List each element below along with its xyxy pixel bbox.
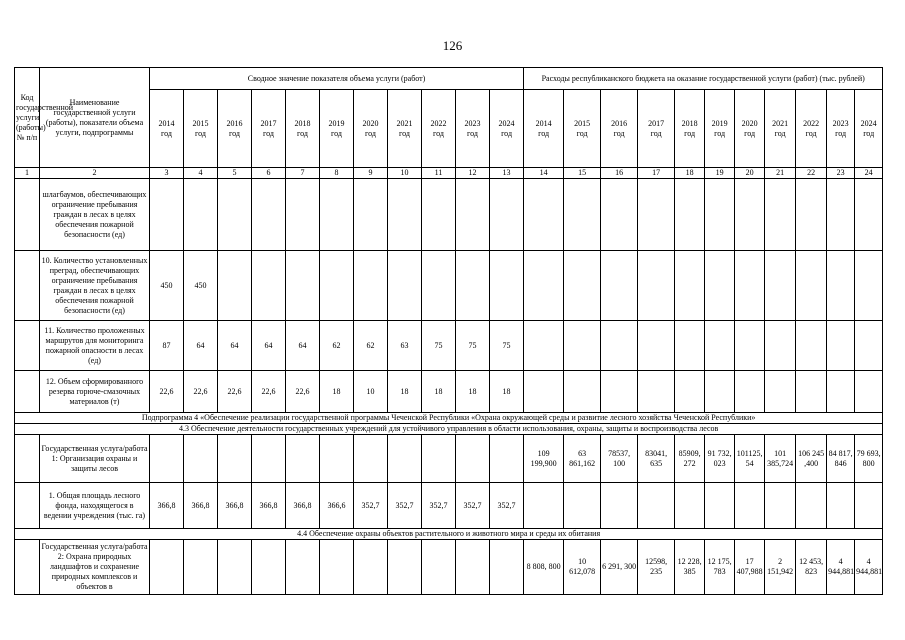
budget-value-cell: 4 944,881 xyxy=(827,540,855,595)
volume-value-cell xyxy=(388,435,422,483)
volume-value-cell xyxy=(320,435,354,483)
row-name: 11. Количество проложенных маршрутов для мониторинга пожарной опасности в лесах (ед) xyxy=(40,321,150,371)
budget-value-cell xyxy=(765,483,796,529)
column-number-cell: 20 xyxy=(735,168,765,179)
budget-value-cell: 4 944,881 xyxy=(855,540,883,595)
volume-value-cell: 366,6 xyxy=(320,483,354,529)
budget-value-cell xyxy=(735,483,765,529)
column-number-cell: 18 xyxy=(675,168,705,179)
volume-value-cell: 366,8 xyxy=(150,483,184,529)
volume-value-cell: 64 xyxy=(218,321,252,371)
year-header-cell: 2016 год xyxy=(218,90,252,168)
budget-value-cell xyxy=(524,483,564,529)
year-header-cell: 2023 год xyxy=(456,90,490,168)
volume-value-cell xyxy=(320,540,354,595)
budget-value-cell xyxy=(564,483,601,529)
volume-value-cell xyxy=(422,251,456,321)
budget-value-cell: 106 245 ,400 xyxy=(796,435,827,483)
year-header-cell: 2021 год xyxy=(388,90,422,168)
budget-value-cell: 101125, 54 xyxy=(735,435,765,483)
year-header-cell: 2014 год xyxy=(150,90,184,168)
volume-value-cell xyxy=(490,540,524,595)
budget-value-cell xyxy=(855,321,883,371)
budget-value-cell xyxy=(705,371,735,413)
column-number-cell: 8 xyxy=(320,168,354,179)
budget-value-cell: 12 228, 385 xyxy=(675,540,705,595)
column-number-cell: 10 xyxy=(388,168,422,179)
budget-value-cell xyxy=(675,371,705,413)
volume-value-cell xyxy=(490,251,524,321)
volume-value-cell: 75 xyxy=(422,321,456,371)
volume-value-cell xyxy=(286,251,320,321)
volume-value-cell: 18 xyxy=(456,371,490,413)
volume-value-cell xyxy=(490,435,524,483)
budget-value-cell xyxy=(675,251,705,321)
volume-value-cell xyxy=(286,540,320,595)
year-header-cell: 2024 год xyxy=(855,90,883,168)
column-number-cell: 2 xyxy=(40,168,150,179)
budget-value-cell xyxy=(638,371,675,413)
budget-value-cell xyxy=(564,321,601,371)
column-number-cell: 22 xyxy=(796,168,827,179)
header-volume-group: Сводное значение показателя объема услуги (работ) xyxy=(150,68,524,90)
volume-value-cell: 22,6 xyxy=(184,371,218,413)
year-header-cell: 2019 год xyxy=(705,90,735,168)
volume-value-cell xyxy=(320,251,354,321)
year-header-cell: 2022 год xyxy=(422,90,456,168)
budget-value-cell: 84 817, 846 xyxy=(827,435,855,483)
volume-value-cell: 63 xyxy=(388,321,422,371)
year-header-cell: 2020 год xyxy=(354,90,388,168)
volume-value-cell xyxy=(388,251,422,321)
column-number-row xyxy=(15,168,883,179)
budget-value-cell xyxy=(765,371,796,413)
volume-value-cell: 22,6 xyxy=(286,371,320,413)
section-title: 4.4 Обеспечение охраны объектов растительного и животного мира и среды их обитания xyxy=(15,529,883,540)
volume-value-cell xyxy=(456,251,490,321)
volume-value-cell: 22,6 xyxy=(218,371,252,413)
row-name: 10. Количество установленных преград, обеспечивающих ограничение пребывания граждан в лесах в целях обеспечения пожарной безопасности (ед) xyxy=(40,251,150,321)
volume-value-cell: 75 xyxy=(490,321,524,371)
volume-value-cell xyxy=(422,435,456,483)
budget-value-cell xyxy=(855,483,883,529)
volume-value-cell xyxy=(422,540,456,595)
row-name: 12. Объем сформированного резерва горюче-смазочных материалов (т) xyxy=(40,371,150,413)
volume-value-cell: 62 xyxy=(354,321,388,371)
volume-value-cell: 352,7 xyxy=(388,483,422,529)
budget-value-cell xyxy=(601,321,638,371)
column-number-cell: 16 xyxy=(601,168,638,179)
column-number-cell: 21 xyxy=(765,168,796,179)
budget-value-cell xyxy=(524,251,564,321)
volume-value-cell: 450 xyxy=(150,251,184,321)
budget-value-cell: 63 861,162 xyxy=(564,435,601,483)
budget-value-cell xyxy=(735,321,765,371)
budget-value-cell: 2 151,942 xyxy=(765,540,796,595)
volume-value-cell: 18 xyxy=(490,371,524,413)
year-header-cell: 2018 год xyxy=(675,90,705,168)
budget-value-cell xyxy=(827,371,855,413)
budget-value-cell xyxy=(638,321,675,371)
year-header-cell: 2016 год xyxy=(601,90,638,168)
subprogram-title: Подпрограмма 4 «Обеспечение реализации государственной программы Чеченской Республики «Охрана окружающей среды и развитие лесного хозяйства Чеченской Республики» xyxy=(15,413,883,424)
budget-value-cell: 109 199,900 xyxy=(524,435,564,483)
year-header-cell: 2017 год xyxy=(252,90,286,168)
volume-value-cell xyxy=(252,251,286,321)
volume-value-cell: 18 xyxy=(388,371,422,413)
budget-value-cell: 85909, 272 xyxy=(675,435,705,483)
budget-value-cell xyxy=(735,371,765,413)
volume-value-cell xyxy=(354,251,388,321)
table-row xyxy=(15,179,883,251)
volume-value-cell: 64 xyxy=(286,321,320,371)
budget-value-cell: 6 291, 300 xyxy=(601,540,638,595)
year-header-cell: 2020 год xyxy=(735,90,765,168)
budget-value-cell xyxy=(827,483,855,529)
budget-value-cell xyxy=(524,321,564,371)
volume-value-cell: 352,7 xyxy=(456,483,490,529)
budget-value-cell xyxy=(564,371,601,413)
header-code: Код государственной услуги (работы) № п/п xyxy=(15,68,40,168)
budget-value-cell xyxy=(705,483,735,529)
volume-value-cell: 75 xyxy=(456,321,490,371)
budget-value-cell xyxy=(855,251,883,321)
budget-value-cell xyxy=(827,251,855,321)
volume-value-cell xyxy=(388,540,422,595)
volume-value-cell: 87 xyxy=(150,321,184,371)
budget-value-cell: 101 385,724 xyxy=(765,435,796,483)
budget-value-cell xyxy=(735,251,765,321)
volume-value-cell xyxy=(286,435,320,483)
budget-value-cell: 83041, 635 xyxy=(638,435,675,483)
budget-value-cell: 12598, 235 xyxy=(638,540,675,595)
table-row xyxy=(15,540,883,595)
volume-value-cell: 22,6 xyxy=(252,371,286,413)
volume-value-cell: 366,8 xyxy=(286,483,320,529)
row-name: шлагбаумов, обеспечивающих ограничение пребывания граждан в лесах в целях обеспечения пожарной безопасности (ед) xyxy=(40,179,150,251)
budget-value-cell xyxy=(638,483,675,529)
year-header-cell: 2015 год xyxy=(564,90,601,168)
volume-value-cell: 366,8 xyxy=(184,483,218,529)
table-row xyxy=(15,424,883,435)
budget-value-cell xyxy=(675,483,705,529)
budget-value-cell: 79 693, 800 xyxy=(855,435,883,483)
budget-value-cell xyxy=(705,251,735,321)
budget-value-cell: 91 732, 023 xyxy=(705,435,735,483)
section-title: 4.3 Обеспечение деятельности государственных учреждений для устойчивого управления в области использования, охраны, защиты и воспроизводства лесов xyxy=(15,424,883,435)
budget-value-cell xyxy=(705,321,735,371)
column-number-cell: 13 xyxy=(490,168,524,179)
volume-value-cell: 22,6 xyxy=(150,371,184,413)
year-header-cell: 2017 год xyxy=(638,90,675,168)
volume-value-cell xyxy=(150,435,184,483)
volume-value-cell xyxy=(456,435,490,483)
budget-value-cell xyxy=(638,251,675,321)
row-name: Государственная услуга/работа 1: Организация охраны и защиты лесов xyxy=(40,435,150,483)
volume-value-cell: 366,8 xyxy=(218,483,252,529)
column-number-cell: 6 xyxy=(252,168,286,179)
budget-value-cell: 78537, 100 xyxy=(601,435,638,483)
column-number-cell: 9 xyxy=(354,168,388,179)
volume-value-cell: 18 xyxy=(422,371,456,413)
row-name: Государственная услуга/работа 2: Охрана природных ландшафтов и сохранение природных комплексов и объектов в xyxy=(40,540,150,595)
year-header-cell: 2023 год xyxy=(827,90,855,168)
volume-value-cell: 352,7 xyxy=(354,483,388,529)
budget-value-cell xyxy=(796,483,827,529)
column-number-cell: 15 xyxy=(564,168,601,179)
volume-value-cell xyxy=(218,251,252,321)
header-name: Наименование государственной услуги (работы), показатели объема услуги, подпрограммы xyxy=(40,68,150,168)
volume-value-cell xyxy=(184,435,218,483)
column-number-cell: 5 xyxy=(218,168,252,179)
table-row xyxy=(15,371,883,413)
budget-value-cell xyxy=(855,371,883,413)
column-number-cell: 11 xyxy=(422,168,456,179)
budget-value-cell xyxy=(796,321,827,371)
volume-value-cell xyxy=(354,540,388,595)
volume-value-cell: 450 xyxy=(184,251,218,321)
year-header-cell: 2024 год xyxy=(490,90,524,168)
year-header-cell: 2014 год xyxy=(524,90,564,168)
column-number-cell: 1 xyxy=(15,168,40,179)
page-number: 126 xyxy=(442,38,463,53)
volume-value-cell: 62 xyxy=(320,321,354,371)
budget-value-cell xyxy=(564,251,601,321)
column-number-cell: 24 xyxy=(855,168,883,179)
budget-value-cell xyxy=(675,321,705,371)
column-number-cell: 17 xyxy=(638,168,675,179)
budget-value-cell: 12 453, 823 xyxy=(796,540,827,595)
budget-value-cell xyxy=(601,371,638,413)
budget-value-cell: 8 808, 800 xyxy=(524,540,564,595)
column-number-cell: 3 xyxy=(150,168,184,179)
volume-value-cell: 64 xyxy=(184,321,218,371)
budget-value-cell xyxy=(765,321,796,371)
budget-value-cell: 17 407,988 xyxy=(735,540,765,595)
column-number-cell: 14 xyxy=(524,168,564,179)
budget-value-cell xyxy=(796,371,827,413)
year-header-cell: 2021 год xyxy=(765,90,796,168)
volume-value-cell xyxy=(184,540,218,595)
column-number-cell: 12 xyxy=(456,168,490,179)
services-table xyxy=(14,67,883,595)
year-header-cell: 2015 год xyxy=(184,90,218,168)
volume-value-cell: 352,7 xyxy=(422,483,456,529)
row-name: 1. Общая площадь лесного фонда, находящегося в ведении учреждения (тыс. га) xyxy=(40,483,150,529)
table-row xyxy=(15,321,883,371)
volume-value-cell: 64 xyxy=(252,321,286,371)
table-row xyxy=(15,483,883,529)
year-header-cell: 2018 год xyxy=(286,90,320,168)
volume-value-cell: 18 xyxy=(320,371,354,413)
budget-value-cell xyxy=(601,483,638,529)
volume-value-cell xyxy=(252,435,286,483)
table-row xyxy=(15,251,883,321)
volume-value-cell xyxy=(252,540,286,595)
budget-value-cell: 12 175, 783 xyxy=(705,540,735,595)
volume-value-cell: 10 xyxy=(354,371,388,413)
column-number-cell: 7 xyxy=(286,168,320,179)
table-row xyxy=(15,529,883,540)
budget-value-cell xyxy=(601,251,638,321)
volume-value-cell: 352,7 xyxy=(490,483,524,529)
table-row xyxy=(15,413,883,424)
volume-value-cell: 366,8 xyxy=(252,483,286,529)
budget-value-cell xyxy=(765,251,796,321)
budget-value-cell xyxy=(796,251,827,321)
volume-value-cell xyxy=(456,540,490,595)
budget-value-cell: 10 612,078 xyxy=(564,540,601,595)
volume-value-cell xyxy=(354,435,388,483)
budget-value-cell xyxy=(524,371,564,413)
volume-value-cell xyxy=(150,540,184,595)
volume-value-cell xyxy=(218,540,252,595)
column-number-cell: 19 xyxy=(705,168,735,179)
year-header-cell: 2019 год xyxy=(320,90,354,168)
budget-value-cell xyxy=(827,321,855,371)
table-row xyxy=(15,435,883,483)
header-budget-group: Расходы республиканского бюджета на оказание государственной услуги (работ) (тыс. рублей) xyxy=(524,68,883,90)
column-number-cell: 4 xyxy=(184,168,218,179)
volume-value-cell xyxy=(218,435,252,483)
year-header-cell: 2022 год xyxy=(796,90,827,168)
column-number-cell: 23 xyxy=(827,168,855,179)
